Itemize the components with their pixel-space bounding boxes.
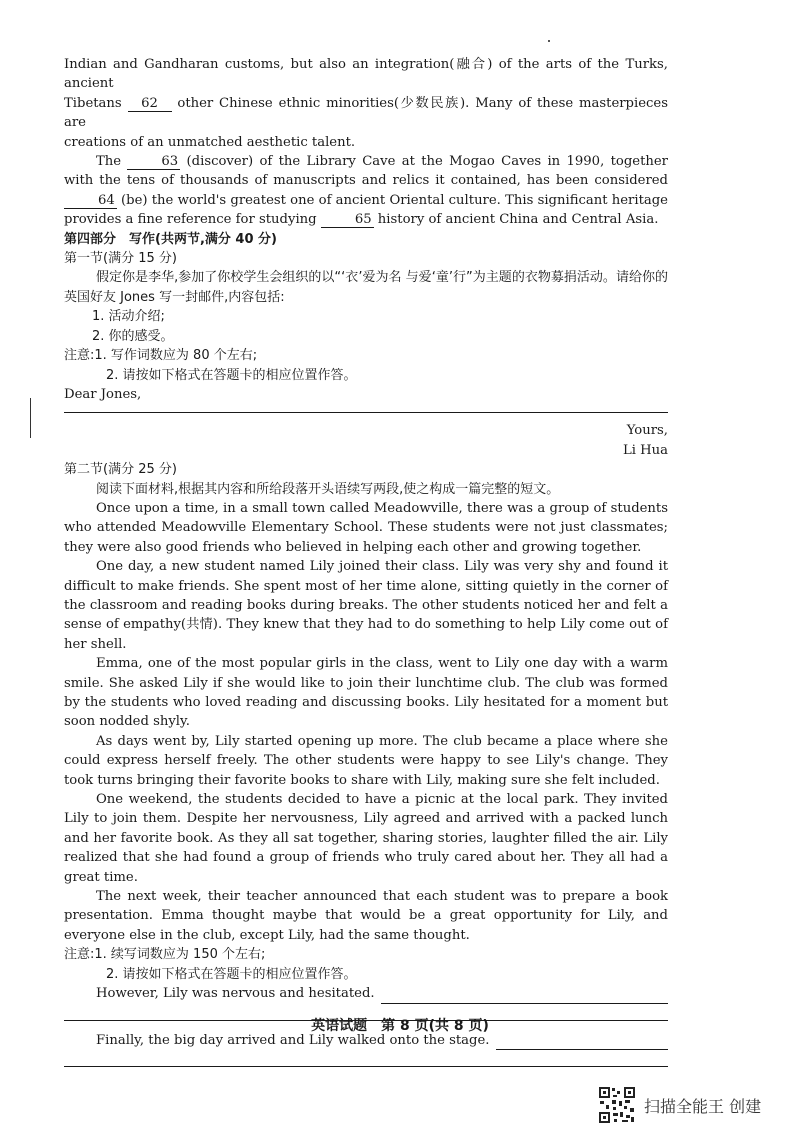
watermark-text: 扫描全能王 创建 bbox=[644, 1096, 762, 1116]
section1-note-1: 注意:1. 写作词数应为 80 个左右; bbox=[64, 348, 258, 364]
section2-note-2: 2. 请按如下格式在答题卡的相应位置作答。 bbox=[106, 966, 357, 982]
writing-line-full bbox=[64, 1066, 668, 1067]
story-paragraph-6: The next week, their teacher announced that each student was to prepare a book presentation. Emma thought maybe that would be a great opportunity for Lily, and everyone else in the club, except Lily, had the same thought. bbox=[64, 889, 668, 943]
letter-closing: Yours, bbox=[626, 423, 668, 439]
letter-greeting: Dear Jones, bbox=[64, 386, 142, 402]
letter-signature: Li Hua bbox=[622, 442, 668, 458]
passage-line-2: Tibetans 62 other Chinese ethnic minorities(少数民族). Many of these masterpieces are bbox=[64, 95, 668, 131]
passage-line-1: Indian and Gandharan customs, but also an integration(融合) of the arts of the Turks, ancient bbox=[64, 57, 668, 92]
story-paragraph-5: One weekend, the students decided to have a picnic at the local park. They invited Lily to join them. Despite her nervousness, Lily agreed and arrived with a packed lunch and her favorite book. As they all sat together, sharing stories, laughter filled the air. Lily realized that she had found a group of friends who truly cared about her. They all had a great time. bbox=[64, 792, 668, 885]
part4-title: 第四部分 写作(共两节,满分 40 分) bbox=[64, 231, 277, 247]
passage-line-3: creations of an unmatched aesthetic talent. bbox=[64, 134, 356, 150]
section1-title: 第一节(满分 15 分) bbox=[64, 251, 177, 267]
blank-62: 62 bbox=[128, 96, 172, 112]
blank-64: 64 bbox=[64, 193, 117, 209]
continuation-start-1: However, Lily was nervous and hesitated. bbox=[64, 984, 668, 1003]
blank-65: 65 bbox=[321, 212, 374, 228]
scanner-watermark bbox=[598, 1086, 761, 1124]
scan-speck bbox=[548, 40, 550, 42]
page-content bbox=[64, 55, 668, 1067]
blank-63: 63 bbox=[127, 154, 180, 170]
writing-line bbox=[381, 990, 668, 1004]
writing-line bbox=[496, 1036, 669, 1050]
section1-prompt: 假定你是李华,参加了你校学生会组织的以“‘衣’爱为名 与爱‘童’行”为主题的衣物募捐活动。请给你的英国好友 Jones 写一封邮件,内容包括: bbox=[64, 270, 668, 305]
section2-prompt: 阅读下面材料,根据其内容和所给段落开头语续写两段,使之构成一篇完整的短文。 bbox=[96, 481, 560, 497]
page-footer: 英语试题 第 8 页(共 8 页) bbox=[311, 1018, 489, 1034]
letter-writing-line bbox=[64, 412, 668, 413]
section2-title: 第二节(满分 25 分) bbox=[64, 462, 177, 478]
margin-mark bbox=[30, 398, 31, 438]
story-paragraph-4: As days went by, Lily started opening up more. The club became a place where she could express herself freely. The other students were happy to see Lily's change. They took turns bringing their favorite books to share with Lily, making sure she felt included. bbox=[64, 733, 668, 788]
qr-code-icon bbox=[598, 1086, 636, 1124]
section1-item-2: 2. 你的感受。 bbox=[92, 328, 174, 344]
story-paragraph-3: Emma, one of the most popular girls in the class, went to Lily one day with a warm smile. She asked Lily if she would like to join their lunchtime club. The club was formed by the students who loved reading and discussing books. Lily hesitated for a moment but soon nodded shyly. bbox=[64, 656, 668, 730]
story-paragraph-2: One day, a new student named Lily joined their class. Lily was very shy and found it difficult to make friends. She spent most of her time alone, sitting quietly in the corner of the classroom and reading books during breaks. The other students noticed her and felt a sense of empathy(共情). They knew that they had to do something to help Lily come out of her shell. bbox=[64, 559, 668, 652]
section2-note-1: 注意:1. 续写词数应为 150 个左右; bbox=[64, 947, 266, 963]
section1-note-2: 2. 请按如下格式在答题卡的相应位置作答。 bbox=[106, 367, 357, 383]
passage-paragraph-2: The 63 (discover) of the Library Cave at the Mogao Caves in 1990, together with the tens of thousands of manuscripts and relics it contained, has been considered 64 (be) the world's greatest one of ancient Oriental culture. This significant heritage provides a fine reference for studying 65 history of ancient China and Central Asia. bbox=[64, 154, 668, 228]
story-paragraph-1: Once upon a time, in a small town called Meadowville, there was a group of students who attended Meadowville Elementary School. These students were not just classmates; they were also good friends who believed in helping each other and growing together. bbox=[64, 500, 668, 555]
section1-item-1: 1. 活动介绍; bbox=[92, 309, 165, 325]
continuation-start-2: Finally, the big day arrived and Lily walked onto the stage. bbox=[64, 1031, 668, 1050]
